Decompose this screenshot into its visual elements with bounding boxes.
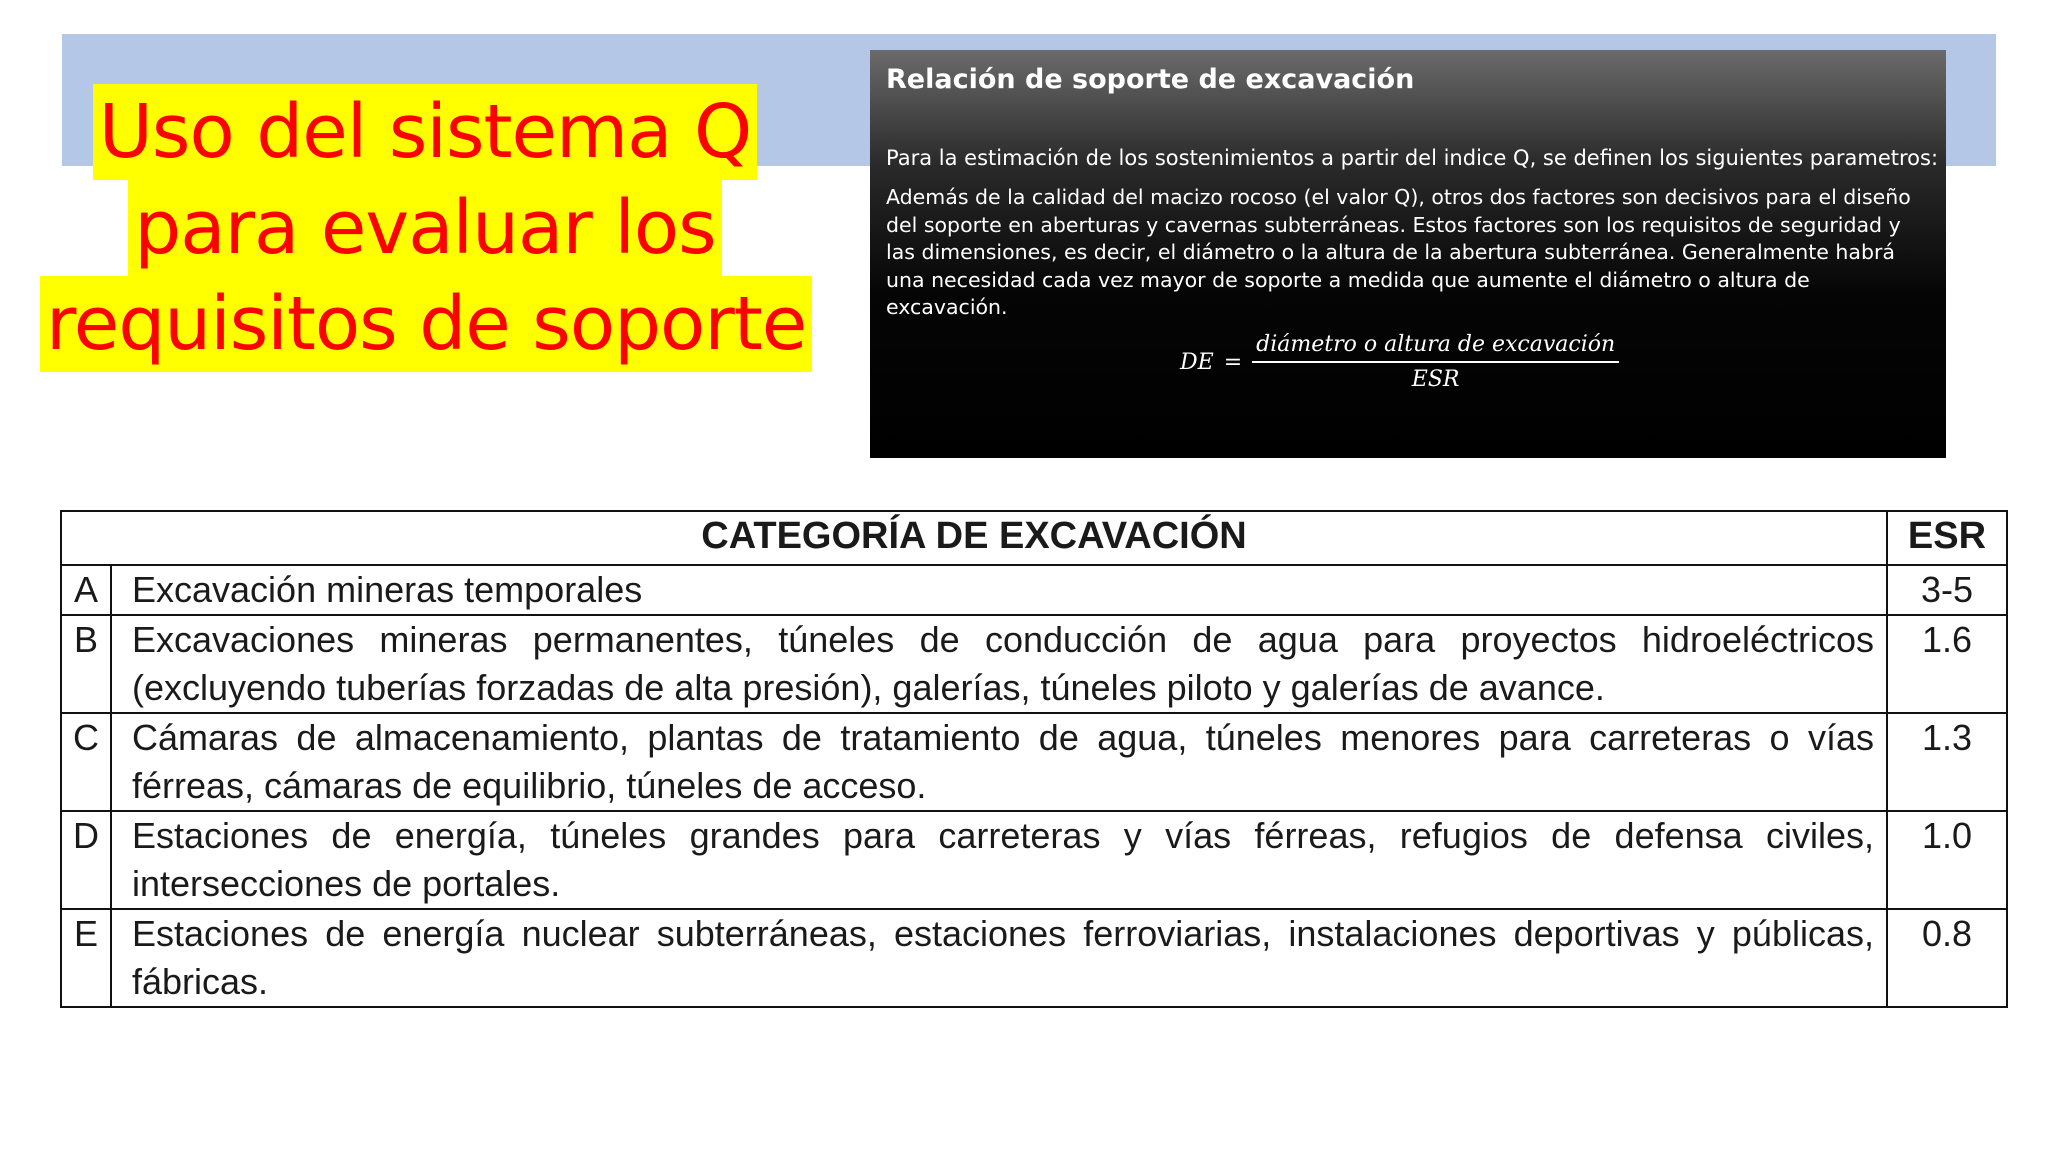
formula-equals: =	[1223, 349, 1243, 375]
row-category-letter: D	[61, 811, 111, 909]
slide-title-line-3: requisitos de soporte	[40, 276, 812, 372]
formula-denominator: ESR	[1411, 367, 1460, 392]
panel-intro: Para la estimación de los sostenimientos a partir del indice Q, se definen los siguientes parametros:	[886, 146, 1939, 170]
table-row	[61, 615, 2007, 713]
header-category: CATEGORÍA DE EXCAVACIÓN	[61, 511, 1887, 565]
row-category-letter: C	[61, 713, 111, 811]
slide-title-line-2: para evaluar los	[128, 180, 721, 276]
table-row	[61, 565, 2007, 615]
row-esr-value: 1.3	[1887, 713, 2007, 811]
formula-fraction	[1252, 332, 1619, 392]
row-category-letter: A	[61, 565, 111, 615]
formula-lhs: DE	[1180, 349, 1214, 375]
row-description: Estaciones de energía nuclear subterráneas, estaciones ferroviarias, instalaciones deportivas y públicas, fábricas.	[111, 909, 1887, 1007]
table-row	[61, 713, 2007, 811]
row-esr-value: 1.6	[1887, 615, 2007, 713]
row-description: Excavaciones mineras permanentes, túneles de conducción de agua para proyectos hidroeléctricos (excluyendo tuberías forzadas de alta presión), galerías, túneles piloto y galerías de avance.	[111, 615, 1887, 713]
panel-body: Además de la calidad del macizo rocoso (el valor Q), otros dos factores son decisivos para el diseño del soporte en aberturas y cavernas subterráneas. Estos factores son los requisitos de seguridad y las dimensiones, es decir, el diámetro o la altura de la abertura subterránea. Generalmente habrá una necesidad cada vez mayor de soporte a medida que aumente el diámetro o altura de excavación.	[886, 185, 1911, 319]
row-category-letter: B	[61, 615, 111, 713]
table-row	[61, 909, 2007, 1007]
slide-title-line-1: Uso del sistema Q	[93, 84, 758, 180]
row-description: Estaciones de energía, túneles grandes para carreteras y vías férreas, refugios de defensa civiles, intersecciones de portales.	[111, 811, 1887, 909]
panel-title: Relación de soporte de excavación	[886, 64, 1415, 95]
row-esr-value: 1.0	[1887, 811, 2007, 909]
table-header-row	[61, 511, 2007, 565]
row-esr-value: 0.8	[1887, 909, 2007, 1007]
row-category-letter: E	[61, 909, 111, 1007]
slide-title	[40, 84, 810, 372]
info-panel	[870, 50, 1946, 458]
row-description: Excavación mineras temporales	[111, 565, 1887, 615]
header-esr: ESR	[1887, 511, 2007, 565]
table-row	[61, 811, 2007, 909]
row-esr-value: 3-5	[1887, 565, 2007, 615]
row-description: Cámaras de almacenamiento, plantas de tratamiento de agua, túneles menores para carreteras o vías férreas, cámaras de equilibrio, túneles de acceso.	[111, 713, 1887, 811]
esr-table	[60, 510, 2008, 1008]
formula-numerator: diámetro o altura de excavación	[1252, 332, 1619, 363]
de-formula	[1180, 332, 1619, 392]
